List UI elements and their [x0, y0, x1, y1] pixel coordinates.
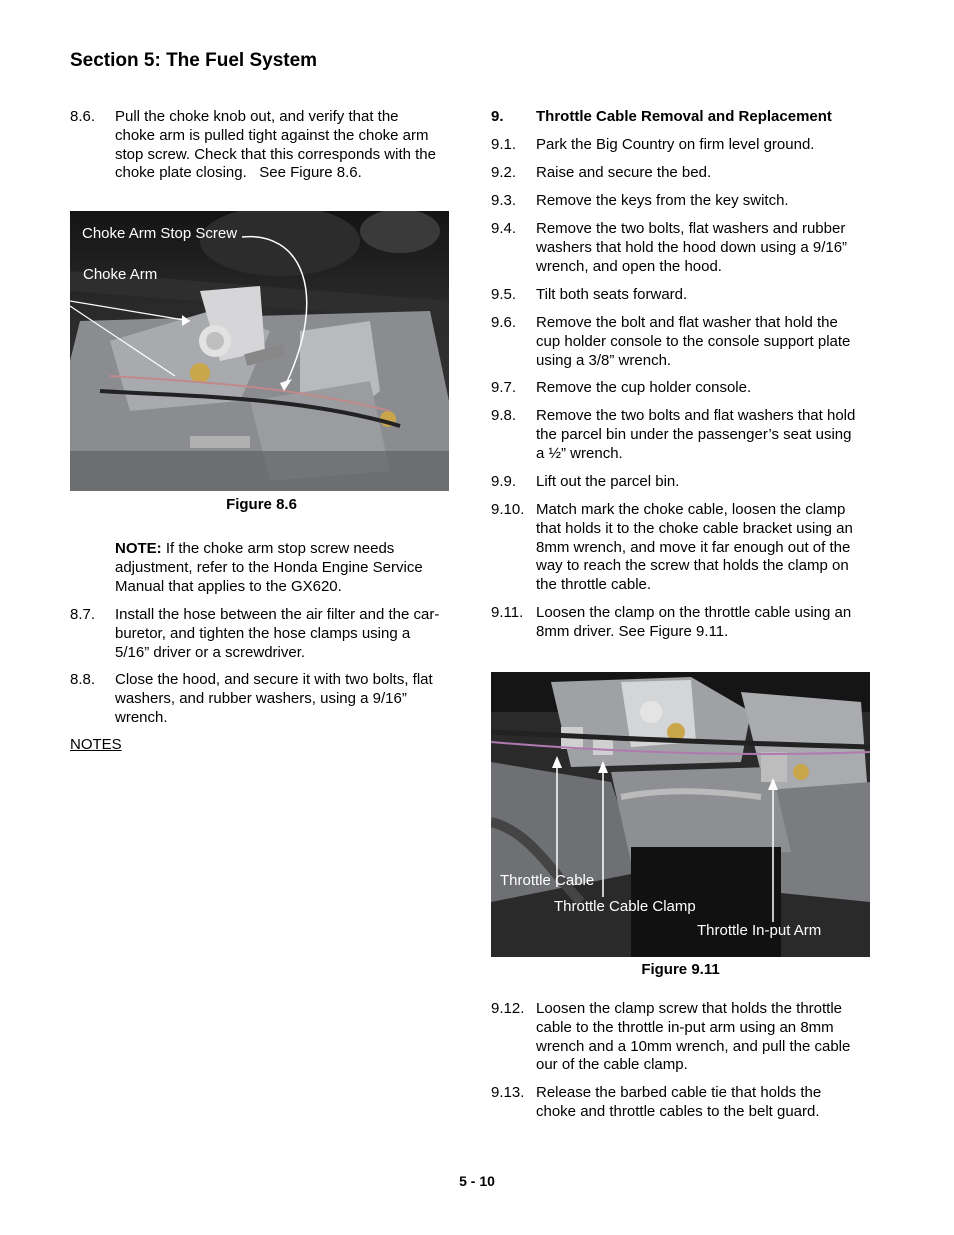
step-line: a ½” wrench.: [536, 444, 623, 462]
figure-8-6-caption: Figure 8.6: [226, 496, 297, 513]
step-line: Park the Big Country on firm level ground.: [536, 136, 815, 153]
step-line: Remove the two bolts, flat washers and rubber: [536, 220, 846, 237]
note-line: Manual that applies to the GX620.: [115, 577, 342, 595]
step-line: Pull the choke knob out, and verify that the: [115, 108, 399, 125]
step-line: wrench, and open the hood.: [536, 257, 722, 275]
step-number: 9.2.: [491, 164, 517, 181]
figure-9-11-caption: Figure 9.11: [641, 961, 720, 978]
label-throttle-input-arm: Throttle In-put Arm: [697, 922, 822, 939]
step-number: 9.6.: [491, 314, 517, 331]
note-line: If the choke arm stop screw needs: [161, 540, 395, 557]
heading-text: Throttle Cable Removal and Replacement: [536, 108, 832, 125]
label-throttle-cable-clamp: Throttle Cable Clamp: [554, 898, 696, 915]
step-line: Remove the keys from the key switch.: [536, 192, 789, 209]
step-line: Remove the cup holder console.: [536, 379, 752, 396]
notes-heading: NOTES: [70, 736, 122, 753]
step-line: 8mm driver. See Figure 9.11.: [536, 622, 729, 640]
step-number: 9.11.: [491, 604, 524, 621]
step-line: way to reach the screw that holds the clamp on: [536, 557, 849, 575]
step-line: choke plate closing. See Figure 8.6.: [115, 164, 362, 182]
note-line: adjustment, refer to the Honda Engine Service: [115, 558, 423, 576]
step-line: wrench.: [115, 708, 168, 726]
figure-8-6-photo: [70, 211, 449, 491]
step-number: 9.8.: [491, 407, 517, 424]
step-line: 5/16” driver or a screwdriver.: [115, 643, 306, 661]
page-number: 5 - 10: [459, 1173, 495, 1189]
step-line: cable to the throttle in-put arm using an 8mm: [536, 1018, 834, 1036]
step-line: washers, and rubber washers, using a 9/16”: [115, 689, 407, 707]
step-line: choke arm is pulled tight against the choke arm: [115, 126, 429, 144]
step-line: wrench and a 10mm wrench, and pull the cable: [536, 1037, 851, 1055]
step-number: 9.1.: [491, 136, 517, 153]
step-line: Remove the bolt and flat washer that hold the: [536, 314, 838, 331]
step-line: washers that hold the hood down using a 9/16”: [536, 238, 848, 256]
step-line: Close the hood, and secure it with two bolts, flat: [115, 671, 433, 688]
step-number: 9.4.: [491, 220, 517, 237]
step-number: 8.8.: [70, 671, 96, 688]
step-line: choke and throttle cables to the belt guard.: [536, 1102, 820, 1120]
step-number: 9.7.: [491, 379, 517, 396]
step-line: Lift out the parcel bin.: [536, 473, 680, 490]
step-line: the throttle cable.: [536, 576, 652, 594]
label-throttle-cable: Throttle Cable: [500, 872, 595, 889]
step-line: Remove the two bolts and flat washers that hold: [536, 407, 856, 424]
section-title: Section 5: The Fuel System: [70, 50, 318, 71]
step-line: Install the hose between the air filter and the car-: [115, 606, 440, 623]
step-number: 9.13.: [491, 1084, 525, 1101]
step-line: cup holder console to the console support plate: [536, 332, 851, 350]
step-line: that holds it to the choke cable bracket using an: [536, 519, 853, 537]
label-choke-arm: Choke Arm: [83, 266, 158, 283]
step-line: 8mm wrench, and move it far enough out of the: [536, 538, 851, 556]
step-number: 9.12.: [491, 1000, 525, 1017]
step-line: Loosen the clamp screw that holds the throttle: [536, 1000, 843, 1017]
step-number: 8.6.: [70, 108, 96, 125]
heading-number: 9.: [491, 108, 504, 125]
step-number: 9.5.: [491, 286, 517, 303]
label-choke-arm-stop-screw: Choke Arm Stop Screw: [82, 225, 238, 242]
step-line: Match mark the choke cable, loosen the clamp: [536, 501, 846, 518]
step-number: 9.3.: [491, 192, 517, 209]
step-line: using a 3/8” wrench.: [536, 351, 672, 369]
step-line: our of the cable clamp.: [536, 1056, 688, 1074]
figure-9-11-photo: [491, 672, 870, 957]
step-line: stop screw. Check that this corresponds with the: [115, 145, 436, 163]
step-line: buretor, and tighten the hose clamps using a: [115, 624, 411, 642]
step-line: Raise and secure the bed.: [536, 164, 712, 181]
step-number: 9.10.: [491, 501, 525, 518]
step-line: the parcel bin under the passenger’s seat using: [536, 425, 852, 443]
step-line: Tilt both seats forward.: [536, 286, 688, 303]
step-line: Release the barbed cable tie that holds the: [536, 1084, 822, 1101]
step-number: 8.7.: [70, 606, 96, 623]
note-block: [115, 540, 455, 596]
step-number: 9.9.: [491, 473, 517, 490]
note-label: NOTE:: [115, 540, 162, 557]
step-line: Loosen the clamp on the throttle cable using an: [536, 604, 852, 621]
engine-photo-choke: [70, 211, 449, 491]
